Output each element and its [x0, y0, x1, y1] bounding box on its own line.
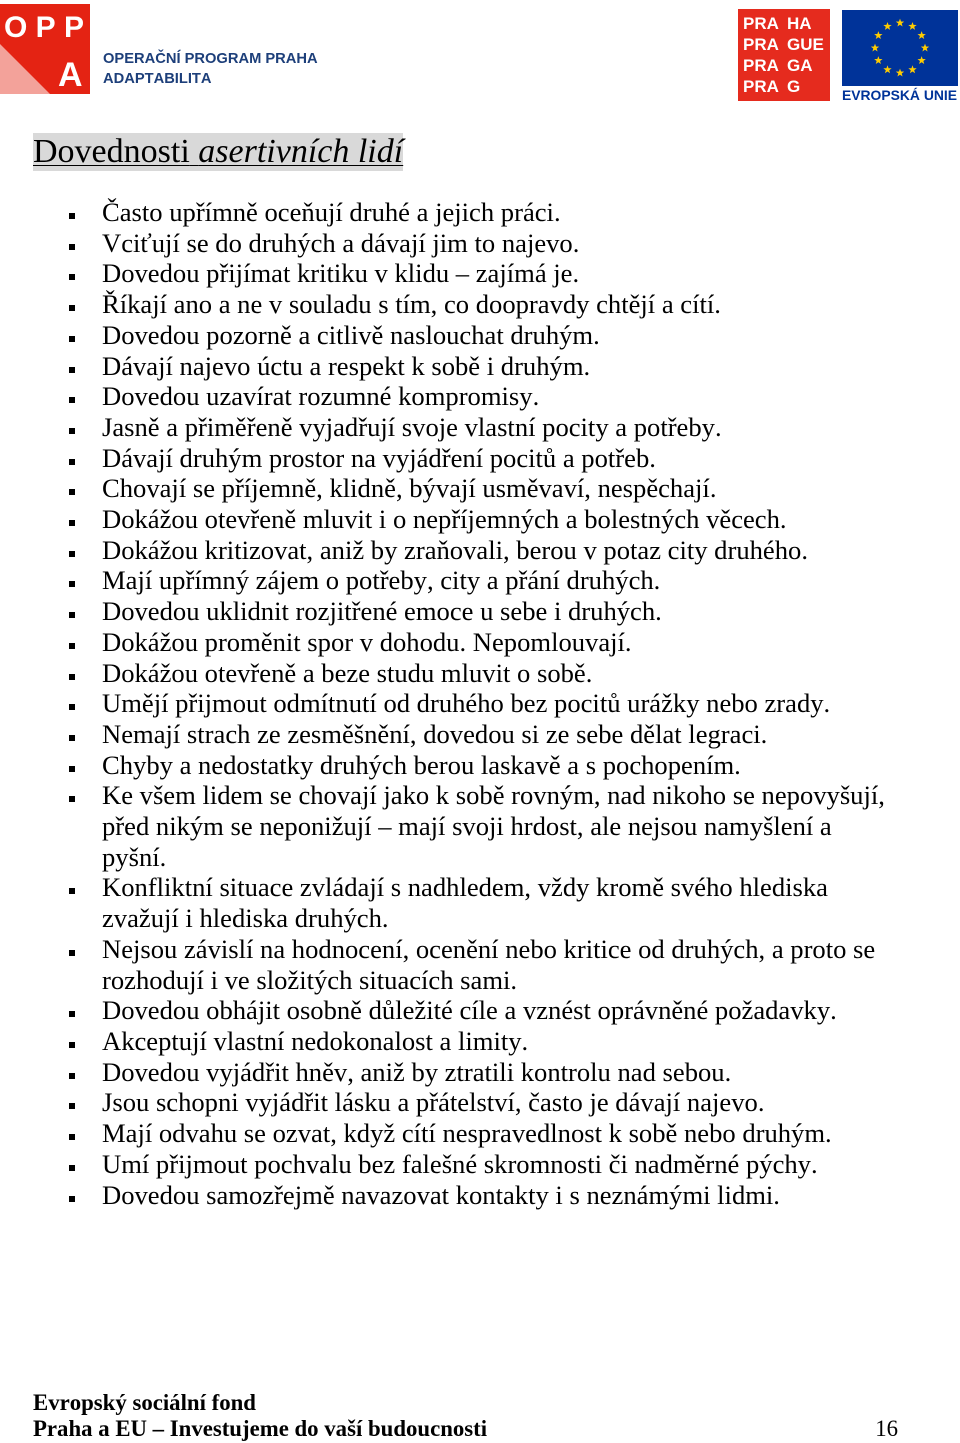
list-item — [102, 934, 894, 995]
square-bullet-icon — [69, 888, 75, 894]
list-item-text: Akceptují vlastní nedokonalost a limity. — [102, 1025, 529, 1056]
list-item-text: Říkají ano a ne v souladu s tím, co doopravdy chtějí a cítí. — [102, 289, 721, 320]
list-item — [102, 1026, 894, 1057]
list-item — [102, 565, 894, 596]
list-item-text: Dovedou přijímat kritiku v klidu – zajímá je. — [102, 258, 580, 289]
square-bullet-icon — [69, 489, 75, 495]
list-item-text: Dokážou kritizovat, aniž by zraňovali, berou v potaz city druhého. — [102, 534, 808, 565]
list-item — [102, 1057, 894, 1088]
list-item — [102, 627, 894, 658]
list-item — [102, 1118, 894, 1149]
list-item-text: Nemají strach ze zesměšnění, dovedou si ze sebe dělat legraci. — [102, 718, 768, 749]
eu-logo-caption: EVROPSKÁ UNIE — [842, 87, 958, 103]
list-item-text: Dokážou otevřeně mluvit i o nepříjemných a bolestných věcech. — [102, 504, 787, 535]
square-bullet-icon — [69, 1165, 75, 1171]
square-bullet-icon — [69, 305, 75, 311]
list-item-text: Chovají se příjemně, klidně, bývají usměvaví, nespěchají. — [102, 473, 717, 504]
page-title — [33, 133, 403, 171]
oppa-logo-line1: OPERAČNÍ PROGRAM PRAHA — [103, 51, 318, 67]
list-item — [102, 504, 894, 535]
list-item — [102, 258, 894, 289]
page-footer — [33, 1390, 898, 1442]
footer-row — [33, 1416, 898, 1442]
list-item-text: Dovedou pozorně a citlivě naslouchat druhým. — [102, 319, 600, 350]
page-title-italic: asertivních lidí — [198, 133, 404, 170]
list-item — [102, 719, 894, 750]
list-item-text: Mají upřímný zájem o potřeby, city a přání druhých. — [102, 565, 661, 596]
square-bullet-icon — [69, 213, 75, 219]
list-item-text: Chyby a nedostatky druhých berou laskavě a s pochopením. — [102, 749, 741, 780]
list-item — [102, 596, 894, 627]
list-item-text: Dovedou obhájit osobně důležité cíle a vznést oprávněné požadavky. — [102, 995, 837, 1026]
footer-fund-name: Evropský sociální fond — [33, 1390, 256, 1415]
skills-list — [102, 197, 894, 1210]
list-item-text: Dokážou proměnit spor v dohodu. Nepomlouvají. — [102, 626, 632, 657]
list-item-text: Jasně a přiměřeně vyjadřují svoje vlastní pocity a potřeby. — [102, 411, 722, 442]
page-number: 16 — [875, 1416, 898, 1441]
prague-logo-text: HA — [787, 14, 812, 33]
list-item — [102, 872, 894, 933]
prague-logo-text: PRA — [743, 56, 779, 75]
list-item-text: Dovedou uklidnit rozjitřené emoce u sebe i druhých. — [102, 596, 662, 627]
list-item-text: Dávají druhým prostor na vyjádření pocitů a potřeb. — [102, 442, 656, 473]
oppa-logo-line2: ADAPTABILITA — [103, 71, 212, 87]
list-item — [102, 535, 894, 566]
square-bullet-icon — [69, 336, 75, 342]
eu-flag-icon — [842, 10, 958, 86]
square-bullet-icon — [69, 1134, 75, 1140]
list-item — [102, 381, 894, 412]
list-item — [102, 197, 894, 228]
list-item — [102, 320, 894, 351]
prague-logo-text: PRA — [743, 77, 779, 96]
square-bullet-icon — [69, 520, 75, 526]
square-bullet-icon — [69, 581, 75, 587]
list-item — [102, 443, 894, 474]
square-bullet-icon — [69, 796, 75, 802]
list-item — [102, 750, 894, 781]
list-item — [102, 289, 894, 320]
list-item-text: Umí přijmout pochvalu bez falešné skromnosti či nadměrné pýchy. — [102, 1148, 818, 1179]
square-bullet-icon — [69, 1042, 75, 1048]
square-bullet-icon — [69, 1103, 75, 1109]
square-bullet-icon — [69, 674, 75, 680]
list-item-text: Dovedou uzavírat rozumné kompromisy. — [102, 381, 540, 412]
list-item-text: Dávají najevo úctu a respekt k sobě i druhým. — [102, 350, 591, 381]
square-bullet-icon — [69, 244, 75, 250]
square-bullet-icon — [69, 459, 75, 465]
list-item — [102, 351, 894, 382]
prague-logo — [738, 9, 830, 101]
list-item-text: Mají odvahu se ozvat, když cítí nespravedlnost k sobě nebo druhým. — [102, 1118, 832, 1149]
prague-logo-text: G — [787, 77, 801, 96]
square-bullet-icon — [69, 735, 75, 741]
oppa-logo-letter-a: A — [58, 56, 83, 94]
square-bullet-icon — [69, 428, 75, 434]
footer-slogan: Praha a EU – Investujeme do vaší budoucnosti — [33, 1416, 488, 1441]
square-bullet-icon — [69, 1073, 75, 1079]
list-item — [102, 1087, 894, 1118]
list-item-text: Často upřímně oceňují druhé a jejich práci. — [102, 197, 561, 227]
list-item-text: Jsou schopni vyjádřit lásku a přátelství, často je dávají najevo. — [102, 1087, 765, 1118]
square-bullet-icon — [69, 1011, 75, 1017]
prague-logo-text: PRA — [743, 35, 779, 54]
list-item-text: Ke všem lidem se chovají jako k sobě rovným, nad nikoho se nepovyšují, před nikým se neponižují – mají svoji hrdost, ale nejsou namyšlení a pyšní. — [102, 780, 885, 872]
square-bullet-icon — [69, 766, 75, 772]
square-bullet-icon — [69, 612, 75, 618]
square-bullet-icon — [69, 367, 75, 373]
oppa-logo-mark — [0, 4, 92, 96]
list-item — [102, 780, 894, 872]
square-bullet-icon — [69, 704, 75, 710]
list-item-text: Vciťují se do druhých a dávají jim to najevo. — [102, 227, 580, 258]
square-bullet-icon — [69, 551, 75, 557]
list-item-text: Nejsou závislí na hodnocení, ocenění nebo kritice od druhých, a proto se rozhodují i ve složitých situacích sami. — [102, 933, 876, 995]
list-item — [102, 1180, 894, 1211]
list-item — [102, 658, 894, 689]
square-bullet-icon — [69, 643, 75, 649]
prague-logo-text: GUE — [787, 35, 824, 54]
square-bullet-icon — [69, 274, 75, 280]
list-item — [102, 473, 894, 504]
list-item-text: Konfliktní situace zvládají s nadhledem, vždy kromě svého hlediska zvažují i hlediska druhých. — [102, 872, 828, 934]
list-item-text: Dokážou otevřeně a beze studu mluvit o sobě. — [102, 657, 593, 688]
prague-logo-text: GA — [787, 56, 813, 75]
list-item — [102, 1149, 894, 1180]
page-title-regular: Dovednosti — [33, 133, 190, 170]
square-bullet-icon — [69, 397, 75, 403]
list-item-text: Dovedou vyjádřit hněv, aniž by ztratili kontrolu nad sebou. — [102, 1056, 732, 1087]
list-item-text: Dovedou samozřejmě navazovat kontakty i s neznámými lidmi. — [102, 1179, 780, 1210]
prague-logo-text: PRA — [743, 14, 779, 33]
list-item — [102, 995, 894, 1026]
oppa-logo-wordmark — [103, 49, 318, 89]
square-bullet-icon — [69, 1196, 75, 1202]
list-item — [102, 228, 894, 259]
list-item-text: Umějí přijmout odmítnutí od druhého bez pocitů urážky nebo zrady. — [102, 688, 831, 719]
oppa-logo-letters: O P P — [4, 11, 85, 44]
list-item — [102, 688, 894, 719]
square-bullet-icon — [69, 950, 75, 956]
list-item — [102, 412, 894, 443]
